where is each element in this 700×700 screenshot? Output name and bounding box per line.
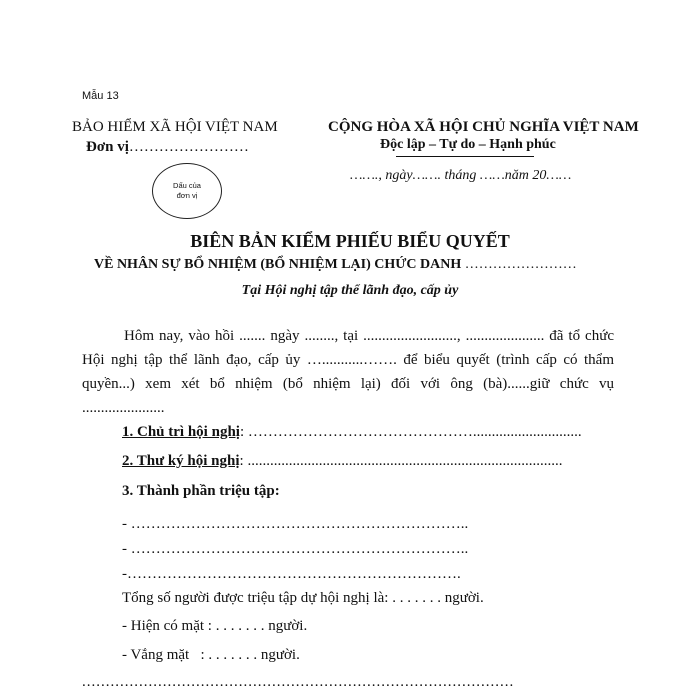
date-line: ……., ngày……. tháng ……năm 20…… — [350, 168, 572, 183]
member-line: -…………………………………………………………. — [122, 566, 461, 582]
member-line: - ………………………………………………………….. — [122, 516, 469, 532]
unit-label: Đơn vị — [86, 139, 129, 155]
chair-label: 1. Chủ trì hội nghị — [122, 424, 240, 440]
secretary-label: 2. Thư ký hội nghị — [122, 453, 240, 469]
chair-dots: : ………………………………………............................. — [239, 424, 582, 440]
document-title: BIÊN BẢN KIỂM PHIẾU BIỂU QUYẾT — [190, 231, 510, 251]
member-line: - ………………………………………………………….. — [122, 541, 469, 557]
form-number: Mẫu 13 — [82, 90, 119, 102]
secretary-dots: : .................................................................................... — [239, 453, 563, 469]
absent-count: - Vắng mặt : . . . . . . . người. — [122, 647, 300, 663]
total-invited: Tổng số người được triệu tập dự hội nghị là: . . . . . . . người. — [122, 590, 484, 606]
document-subtitle — [94, 257, 577, 273]
organization-name: BẢO HIỂM XÃ HỘI VIỆT NAM — [72, 119, 278, 135]
meeting-place: Tại Hội nghị tập thể lãnh đạo, cấp ủy — [241, 283, 459, 298]
republic-name: CỘNG HÒA XÃ HỘI CHỦ NGHĨA VIỆT NAM — [328, 119, 639, 135]
members-heading: 3. Thành phần triệu tập: — [122, 483, 280, 499]
national-motto: Độc lập – Tự do – Hạnh phúc — [380, 137, 556, 152]
subtitle-dots: …………………… — [464, 257, 577, 272]
seal-placeholder — [152, 163, 222, 219]
unit-line — [86, 139, 249, 156]
bottom-dotted-line: ........................................................................................... — [82, 674, 515, 690]
motto-underline — [396, 156, 534, 157]
intro-paragraph: Hôm nay, vào hồi ....... ngày ........, tại ........................., ..................... đã tổ chức Hội nghị tập thể lãnh đạo, cấp ủy …...........……. để biểu quyết (trình cấp có thẩm quyền...) xem xét bổ nhiệm (bổ nhiệm lại) đối với ông (bà)......giữ chức vụ ...................... — [82, 328, 614, 416]
seal-text: Dấu của đơn vị — [173, 181, 201, 200]
present-count: - Hiện có mặt : . . . . . . . người. — [122, 618, 308, 634]
chair-line — [122, 424, 582, 441]
unit-dots: …………………… — [128, 139, 249, 155]
subtitle-text: VỀ NHÂN SỰ BỔ NHIỆM (BỔ NHIỆM LẠI) CHỨC DANH — [94, 257, 462, 272]
secretary-line — [122, 453, 562, 470]
